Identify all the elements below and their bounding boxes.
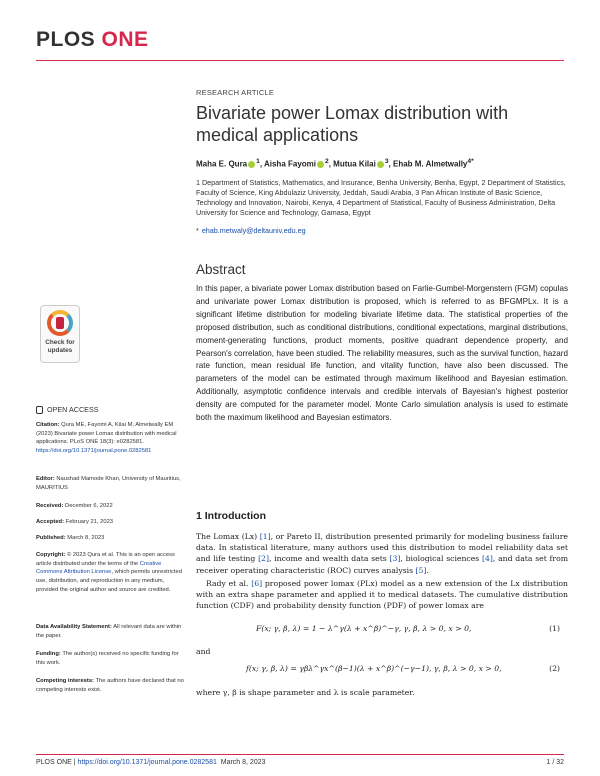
published-block <box>36 534 186 543</box>
article-type: RESEARCH ARTICLE <box>196 88 275 97</box>
author-name[interactable]: Maha E. Qura <box>196 159 248 169</box>
badge-line2: updates <box>47 346 73 354</box>
funding-block <box>36 650 186 667</box>
editor-text: Naushad Mamode Khan, University of Mauritius, MAURITIUS <box>36 476 181 491</box>
footer-date: March 8, 2023 <box>220 759 266 766</box>
editor-block <box>36 475 186 492</box>
footer-journal: PLOS ONE <box>36 759 72 766</box>
badge-label <box>45 339 74 354</box>
license-link[interactable]: Creative Commons Attribution License <box>36 560 162 576</box>
citation-doi-link[interactable]: https://doi.org/10.1371/journal.pone.0282581 <box>36 448 152 455</box>
equation-2-body: f(x; γ, β, λ) = γβλ^γx^(β−1)(λ + x^β)^(−γ−1), γ, β, λ > 0, x > 0, <box>246 664 502 673</box>
funding-text: The author(s) received no specific funding for this work. <box>36 651 179 666</box>
author-name[interactable]: Mutua Kilai <box>333 159 376 169</box>
data-availability-label: Data Availability Statement: <box>36 624 112 630</box>
lock-open-icon <box>36 406 43 414</box>
orcid-icon[interactable] <box>248 161 255 168</box>
header-divider <box>36 60 564 61</box>
author-name[interactable]: Aisha Fayomi <box>263 159 316 169</box>
footer-citation <box>36 759 266 766</box>
logo-one: ONE <box>101 28 149 51</box>
copyright-block <box>36 551 186 595</box>
author-sup: 1 <box>256 158 260 165</box>
received-block <box>36 502 186 511</box>
accepted-block <box>36 518 186 527</box>
email-link[interactable]: ehab.metwaly@deltauniv.edu.eg <box>201 226 306 235</box>
affiliations: 1 Department of Statistics, Mathematics, and Insurance, Benha University, Benha, Egypt, 2 Department of Statistics, Faculty of Science, King Abdulaziz University, Jeddah, Saudi Arabia, 3 Pan African Institute of Basic Science, Technology and Innovation, Nairobi, Kenya, 4 Department of Statistical, Faculty of Business Administration, Delta University for Science and Technology, Gamasa, Egypt <box>196 178 566 217</box>
abstract-text: In this paper, a bivariate power Lomax distribution based on Farlie-Gumbel-Morgenstern (FGM) copulas and univariate power Lomax distribution is proposed, which is referred to as BFGMPLx. It is a significant lifetime distribution for modeling bivariate lifetime data. The statistical properties of the proposed distribution, such as conditional distributions, conditional expectations, marginal distributions, moment-generating functions, product moments, positive quadrant dependence property, and Pearson's correlation, have been studied. The reliability measures, such as the survival function, hazard rate function, mean residual life function, and vitality function, have also been discussed. The parameters of the model can be estimated through maximum likelihood and Bayesian estimation. Additionally, asymptotic confidence intervals and credible intervals of Bayesian's highest posterior density are computed for the parameter model. Monte Carlo simulation analysis is used to estimate both the maximum likelihood and Bayesian estimators. <box>196 284 568 423</box>
page-number: 1 / 32 <box>546 759 564 766</box>
author-list: Maha E. Qura $^1$, Aisha Fayomi $^2$, Mutua Kilai $^3$, Ehab M. Almetwally$^{4*}$ <box>196 158 474 169</box>
footer-divider <box>36 754 564 755</box>
equation-1-number: (1) <box>549 624 560 633</box>
text: The Lomax (Lx) <box>196 532 260 541</box>
corresponding-email <box>196 226 306 235</box>
author-sup: 4* <box>467 158 474 165</box>
data-availability-block <box>36 623 186 640</box>
copyright-text: © 2023 Qura et al. This is an open access article distributed under the terms of the <box>36 552 175 567</box>
received-date: December 6, 2022 <box>65 503 113 509</box>
reference-link[interactable]: [4] <box>481 554 493 564</box>
intro-paragraph-3: where γ, β is shape parameter and λ is scale parameter. <box>196 688 415 697</box>
published-date: March 8, 2023 <box>67 535 105 541</box>
reference-link[interactable]: [1] <box>259 532 271 541</box>
reference-link[interactable]: [2] <box>258 554 269 564</box>
citation-block <box>36 421 186 456</box>
email-marker: * <box>196 226 199 235</box>
equation-connector: and <box>196 647 211 656</box>
journal-logo <box>36 28 149 52</box>
received-label: Received: <box>36 503 64 509</box>
section-heading-introduction: 1 Introduction <box>196 510 266 522</box>
accepted-label: Accepted: <box>36 519 65 525</box>
reference-link[interactable]: [3] <box>389 554 401 564</box>
author-sup: 3 <box>384 158 389 165</box>
text: , biological sciences <box>400 554 482 564</box>
citation-text: Qura ME, Fayomi A, Kilai M, Almetwally EM (2023) Bivariate power Lomax distribution with medical applications. PLoS ONE 18(3): e0282581. <box>36 422 177 446</box>
footer-doi-link[interactable]: https://doi.org/10.1371/journal.pone.0282581 <box>77 759 217 766</box>
accepted-date: February 21, 2023 <box>65 519 114 525</box>
competing-interests-label: Competing interests: <box>36 678 94 684</box>
orcid-icon[interactable] <box>317 161 324 168</box>
editor-label: Editor: <box>36 476 55 482</box>
data-availability-text: All relevant data are within the paper. <box>36 624 182 639</box>
text: , and data set from receiver operating characteristic (ROC) curves analysis <box>196 554 568 575</box>
text: Rady et al. <box>206 579 252 588</box>
published-label: Published: <box>36 535 66 541</box>
citation-label: Citation: <box>36 422 60 428</box>
badge-line1: Check for <box>45 339 75 346</box>
text: , income and wealth data sets <box>268 554 390 564</box>
intro-paragraph-1 <box>196 531 568 576</box>
competing-interests-text: The authors have declared that no competing interests exist. <box>36 678 184 693</box>
footer-separator: | <box>71 759 78 766</box>
funding-label: Funding: <box>36 651 61 657</box>
abstract-heading: Abstract <box>196 262 246 277</box>
copyright-text-end: , which permits unrestricted use, distribution, and reproduction in any medium, provided the original author and source are credited. <box>36 569 182 593</box>
intro-paragraph-2 <box>196 578 568 612</box>
text: proposed power lomax (PLx) model as a new extension of the Lx distribution with an extra shape parameter and applied it to medical datasets. The cumulative distribution function (CDF) and probability density function (PDF) of power lomax are <box>196 579 568 611</box>
logo-plos: PLOS <box>36 28 96 51</box>
copyright-label: Copyright: <box>36 552 66 558</box>
equation-1 <box>196 624 568 636</box>
open-access-text: OPEN ACCESS <box>47 405 99 414</box>
equation-2 <box>196 664 568 676</box>
check-for-updates-badge[interactable] <box>40 305 80 363</box>
text: , or Pareto II, distribution presented primarily for modeling business failure data. In statistical literature, many authors used this distribution to model reliability data set and life testing <box>196 532 568 564</box>
author-sup: 2 <box>325 158 329 165</box>
reference-link[interactable]: [5] <box>415 565 427 575</box>
open-access-label <box>36 406 186 415</box>
competing-interests-block <box>36 677 186 694</box>
equation-1-body: F(x; γ, β, λ) = 1 − λ^γ(λ + x^β)^−γ, γ, β, λ > 0, x > 0, <box>256 624 472 633</box>
crossmark-icon <box>47 310 73 336</box>
article-title: Bivariate power Lomax distribution with medical applications <box>196 103 509 145</box>
orcid-icon[interactable] <box>377 161 384 168</box>
equation-2-number: (2) <box>549 664 560 673</box>
author-name[interactable]: Ehab M. Almetwally <box>392 159 468 169</box>
reference-link[interactable]: [6] <box>251 579 263 588</box>
text: . <box>426 565 429 575</box>
